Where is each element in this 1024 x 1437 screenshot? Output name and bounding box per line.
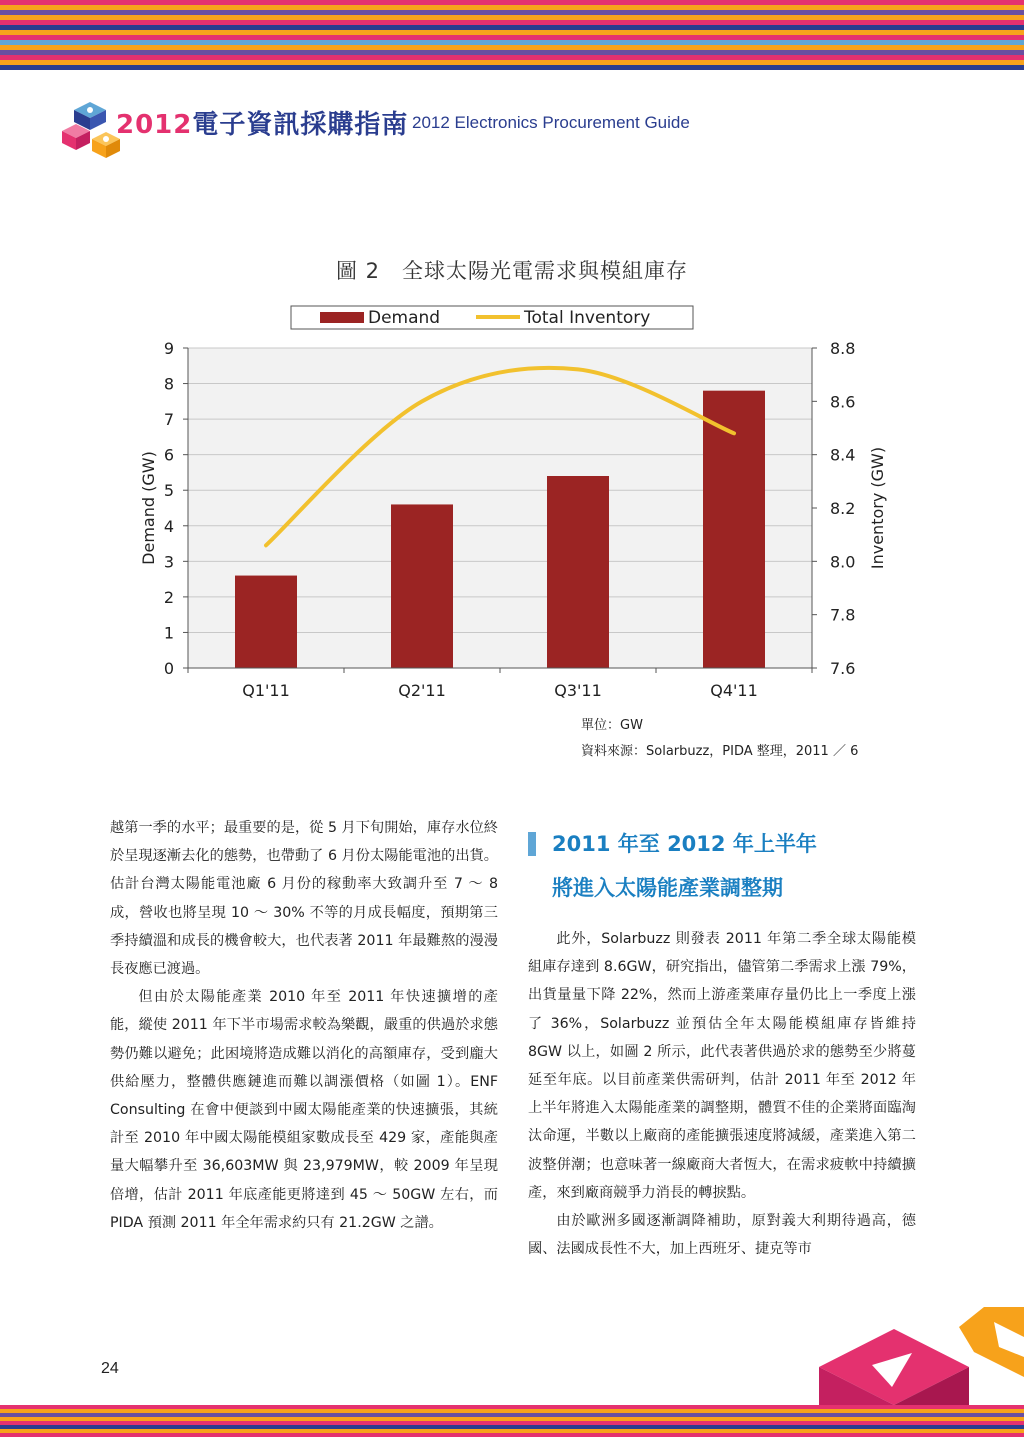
y-tick-label: 0	[163, 659, 174, 678]
y2-tick-label: 7.6	[830, 659, 856, 678]
x-tick-label: Q2'11	[398, 681, 446, 700]
y2-tick-label: 8.0	[830, 552, 856, 572]
y-tick-label: 7	[163, 410, 174, 430]
guide-title-cn: 2012電子資訊採購指南	[116, 110, 409, 140]
demand-bar	[235, 576, 297, 668]
stripe	[0, 65, 1024, 70]
x-tick-label: Q3'11	[554, 681, 602, 700]
y2-tick-label: 8.6	[830, 392, 856, 412]
top-decorative-stripes	[0, 0, 1024, 70]
paragraph: 但由於太陽能產業 2010 年至 2011 年快速擴增的產能，縱使 2011 年下半市場需求較為樂觀，嚴重的供過於求態勢仍難以避免；此困境將造成難以消化的高額庫存，受到龐大供給壓力，整體供應鏈進而難以調漲價格（如圖 1）。ENF Consulting 在會中便談到中國太陽能產業的快速擴張，其統計至 2010 年中國太陽能模組家數成長至 429 家，產能與產量大幅攀升至 36,603MW 與 23,979MW，較 2009 年呈現倍增，估計 2011 年底產能更將達到 45 ～ 50GW 左右，而 PIDA 預測 2011 年全年需求約只有 21.2GW 之譜。	[110, 989, 498, 1231]
y-tick-label: 6	[163, 445, 174, 465]
demand-bar	[391, 504, 453, 668]
demand-bar	[547, 476, 609, 668]
legend-label-demand: Demand	[368, 308, 441, 328]
section-title-line2: 將進入太陽能產業調整期	[552, 876, 783, 900]
paragraph: 由於歐洲多國逐漸調降補助，原對義大利期待過高，德國、法國成長性不大，加上西班牙、捷克等市	[528, 1213, 916, 1258]
page-header	[60, 100, 960, 160]
left-text-column	[110, 814, 498, 1237]
y-tick-label: 2	[163, 587, 174, 607]
unit-note: 單位：GW	[581, 718, 643, 733]
y2-axis-label: Inventory (GW)	[868, 446, 887, 570]
legend-label-inventory: Total Inventory	[524, 308, 651, 328]
logo-cubes-icon	[60, 100, 120, 166]
demand-inventory-chart	[130, 298, 890, 708]
stripe	[0, 1433, 1024, 1437]
section-title-line1: 2011 年至 2012 年上半年	[552, 832, 817, 856]
y-tick-label: 4	[163, 516, 174, 536]
y2-tick-label: 8.2	[830, 499, 856, 518]
y-tick-label: 3	[163, 552, 174, 572]
y2-tick-label: 8.4	[830, 445, 856, 465]
y2-tick-label: 8.8	[830, 339, 856, 358]
y-tick-label: 1	[163, 623, 174, 643]
section-bar	[528, 832, 536, 856]
source-note: 資料來源：Solarbuzz，PIDA 整理，2011 ／ 6	[581, 744, 859, 759]
y-tick-label: 5	[163, 481, 174, 501]
page-number: 24	[101, 1360, 119, 1377]
paragraph: 越第一季的水平；最重要的是，從 5 月下旬開始，庫存水位終於呈現逐漸去化的態勢，也帶動了 6 月份太陽能電池的出貨。估計台灣太陽能電池廠 6 月份的稼動率大致調升至 7 ～ 8 成，營收也將呈現 10 ～ 30% 不等的月成長幅度，預期第三季持續溫和成長的機會較大，也代表著 2011 年最難熬的漫漫長夜應已渡過。	[110, 820, 498, 978]
x-tick-label: Q1'11	[242, 681, 290, 700]
legend-swatch-demand	[320, 312, 364, 323]
bottom-decorative-stripes	[0, 1405, 1024, 1437]
paragraph: 此外，Solarbuzz 則發表 2011 年第二季全球太陽能模組庫存達到 8.6GW，研究指出，儘管第二季需求上漲 79%，出貨量量下降 22%，然而上游產業庫存量仍比上一季度上漲了 36%，Solarbuzz 並預估全年太陽能模組庫存皆維持 8GW 以上，如圖 2 所示，此代表著供過於求的態勢至少將蔓延至年底。以目前產業供需研判，估計 2011 年至 2012 年上半年將進入太陽能產業的調整期，體質不佳的企業將面臨淘汰命運，半數以上廠商的產能擴張速度將減緩，產業進入第二波整併潮；也意味著一線廠商大者恆大，在需求疲軟中持續擴產，來到廠商競爭力消長的轉捩點。	[528, 931, 916, 1201]
x-tick-label: Q4'11	[710, 681, 758, 700]
figure-caption: 圖 2 全球太陽光電需求與模組庫存	[335, 259, 689, 283]
y2-tick-label: 7.8	[830, 605, 856, 625]
right-text-column	[528, 925, 916, 1263]
y-tick-label: 8	[163, 374, 174, 394]
y-tick-label: 9	[163, 339, 174, 358]
guide-title-en: 2012 Electronics Procurement Guide	[412, 113, 690, 132]
y-axis-label: Demand (GW)	[139, 451, 158, 565]
